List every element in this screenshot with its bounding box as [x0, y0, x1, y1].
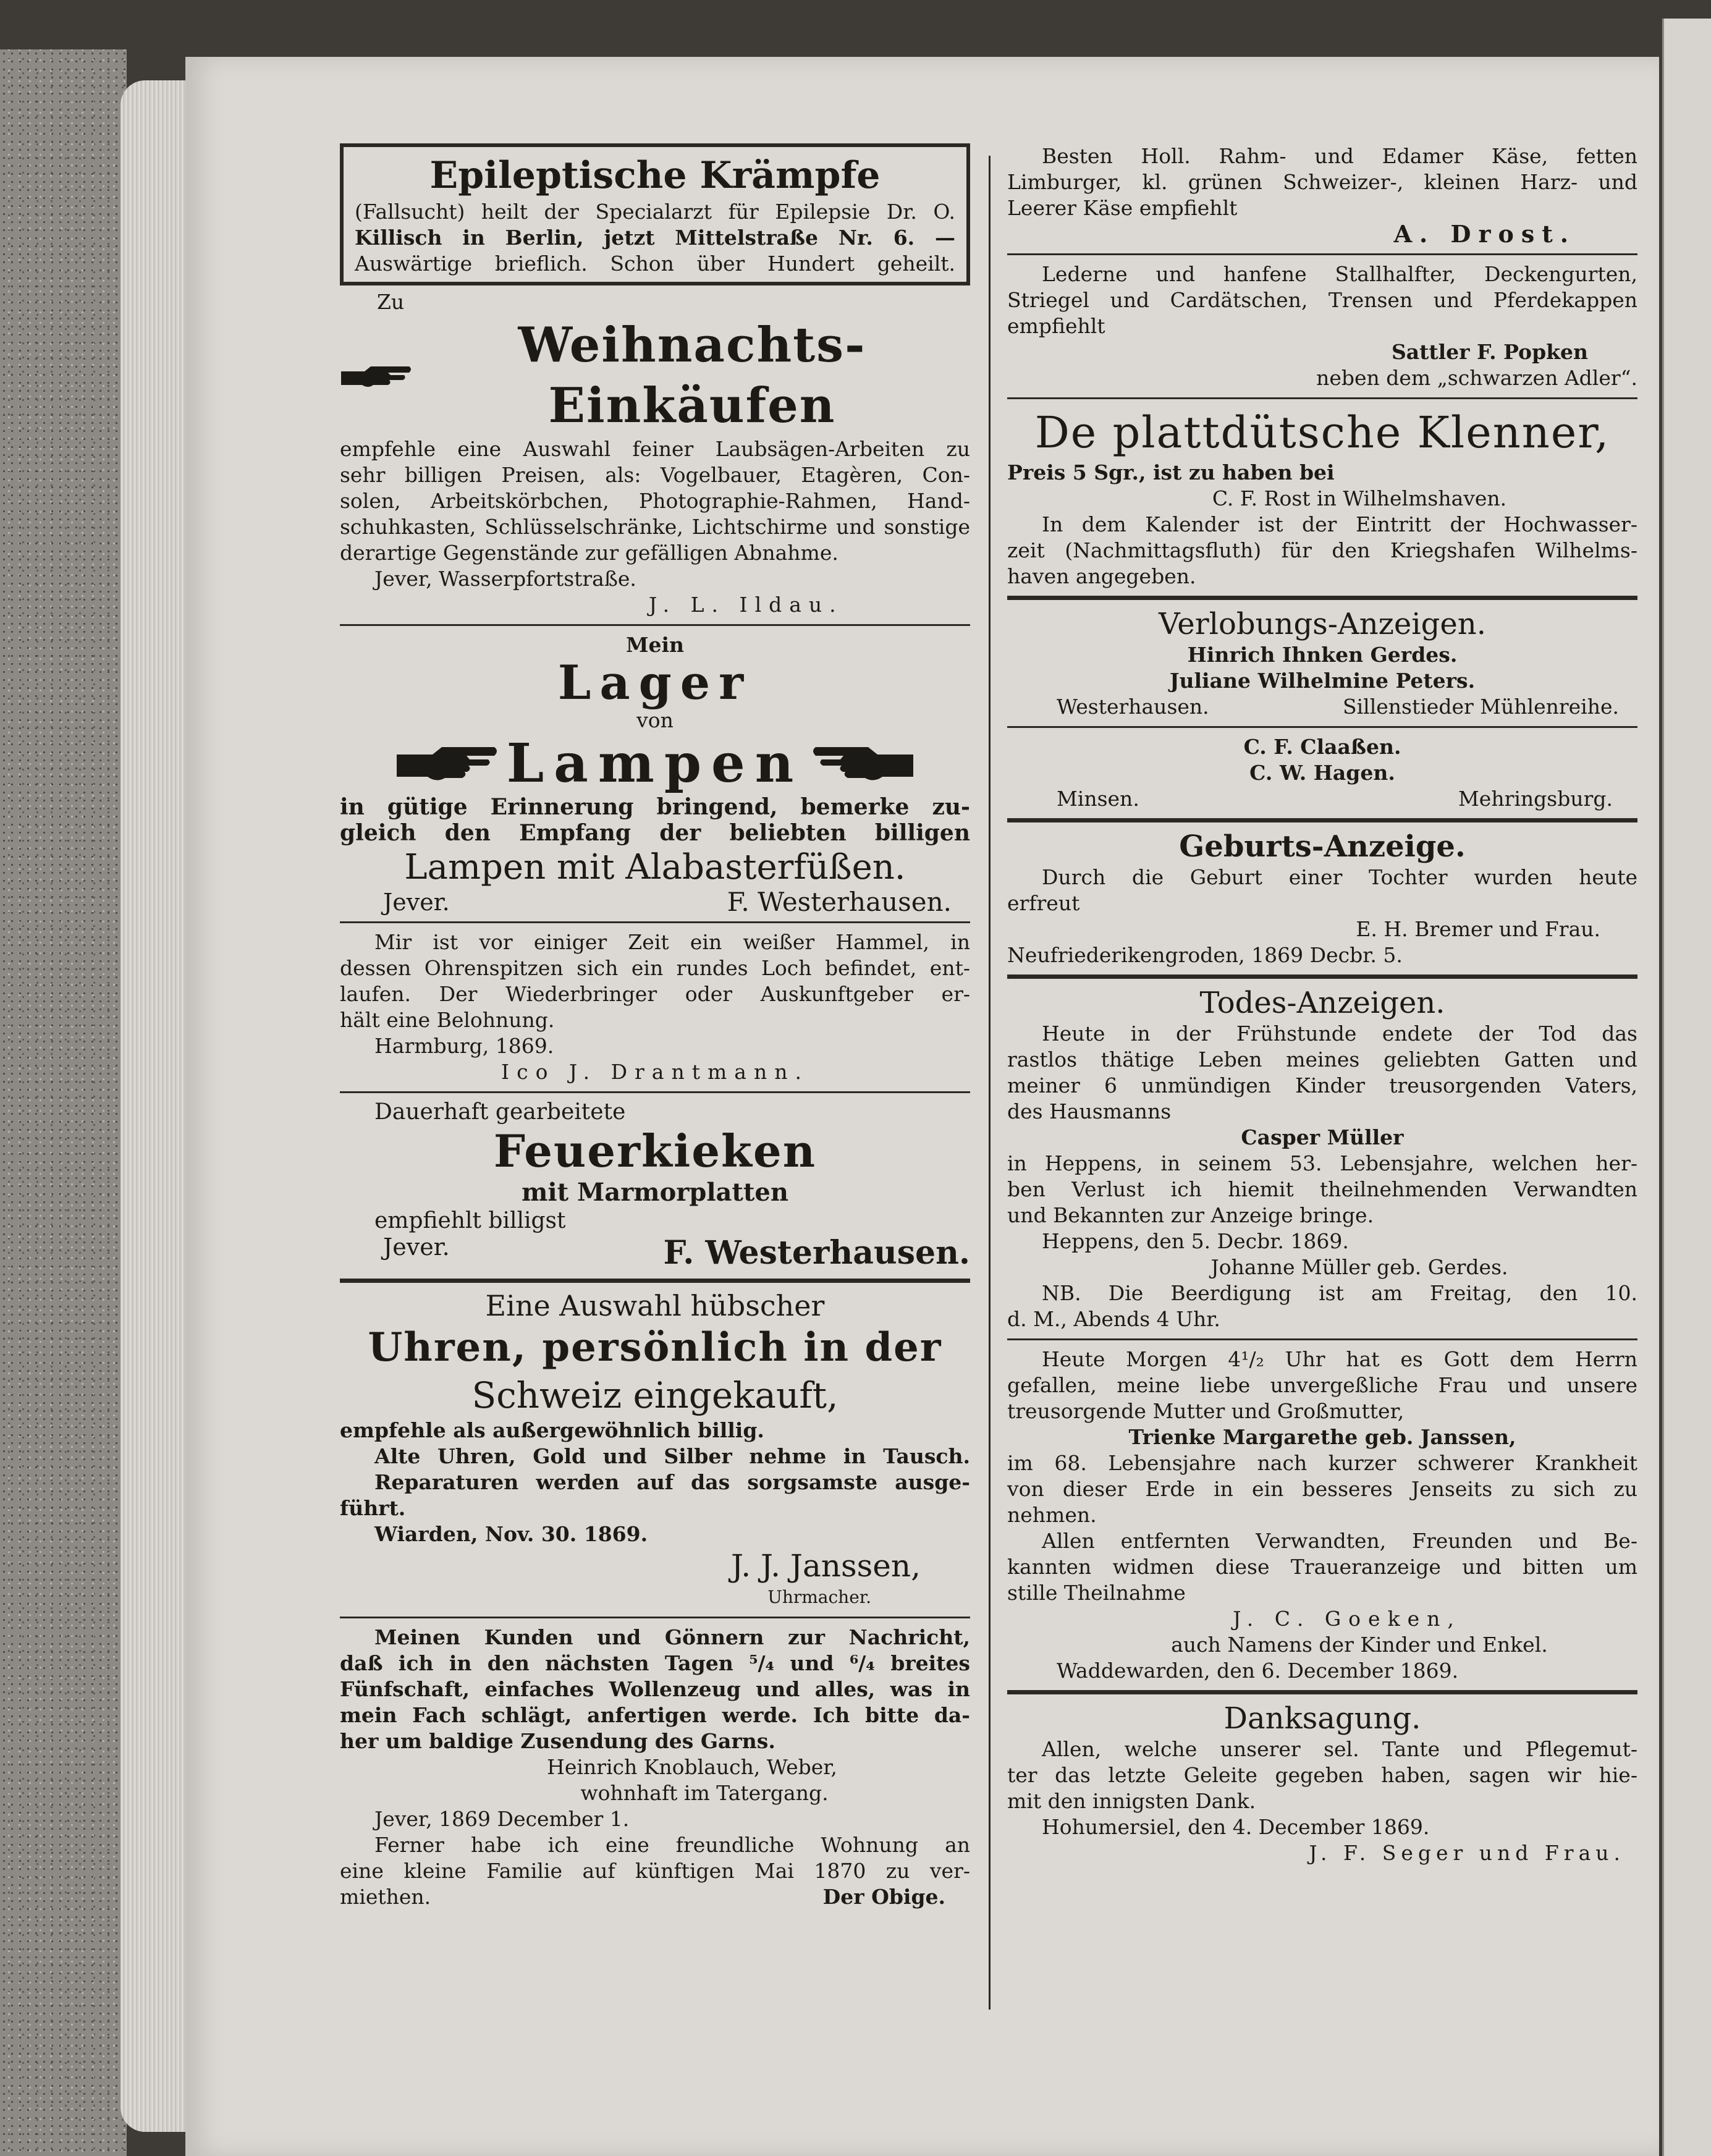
ad-weihnachts-einkaeufe — [340, 289, 970, 618]
divider — [1007, 596, 1637, 600]
ad-line: Lederne und hanfene Stallhalfter, Deckengurten, — [1042, 262, 1637, 286]
ad-line: Reparaturen werden auf das sorgsamste ausge- — [374, 1470, 970, 1494]
divider — [1007, 726, 1637, 728]
ad-line: Waddewarden, den 6. December 1869. — [1057, 1659, 1459, 1683]
ad-signature: E. H. Bremer und Frau. — [1356, 917, 1600, 941]
ad-footer — [340, 1884, 970, 1910]
ad-title: Geburts-Anzeige. — [1179, 829, 1466, 864]
ad-line: empfiehlt billigst — [374, 1208, 566, 1233]
ad-line: Preis 5 Sgr., ist zu haben bei — [1007, 460, 1335, 484]
facing-page-edge — [1662, 19, 1711, 2156]
ad-line: erfreut — [1007, 891, 1080, 915]
ad-line: gefallen, meine liebe unvergeßliche Frau und unsere — [1007, 1373, 1637, 1397]
ad-line: von dieser Erde in ein besseres Jenseits zu sich zu — [1007, 1477, 1637, 1501]
ad-title: Epileptische Krämpfe — [429, 154, 881, 197]
ad-place: Jever. — [383, 1233, 450, 1261]
divider — [340, 624, 970, 626]
ad-signature: wohnhaft im Tatergang. — [580, 1781, 829, 1805]
ad-line: Heute in der Frühstunde endete der Tod das — [1042, 1021, 1637, 1046]
ad-verlobung — [1007, 606, 1637, 812]
ad-signature: J. L. Ildau. — [649, 593, 843, 617]
ad-line: Heute Morgen 4¹/₂ Uhr hat es Gott dem Herrn — [1042, 1347, 1637, 1371]
ad-weber — [340, 1625, 970, 1910]
ad-line: Mir ist vor einiger Zeit ein weißer Hammel, in — [374, 930, 970, 954]
ad-line: ben Verlust ich hiemit theilnehmenden Verwandten — [1007, 1177, 1637, 1201]
ad-signature: J. J. Janssen, — [731, 1548, 921, 1584]
ad-line: Jever, 1869 December 1. — [374, 1807, 630, 1831]
ad-footer — [340, 889, 970, 915]
divider — [1007, 1338, 1637, 1340]
ad-line: Juliane Wilhelmine Peters. — [1169, 669, 1476, 693]
ad-line: im 68. Lebensjahre nach kurzer schwerer Krankheit — [1007, 1451, 1637, 1475]
ad-line: Dauerhaft gearbeitete — [374, 1099, 626, 1125]
ad-line: Hohumersiel, den 4. December 1869. — [1042, 1815, 1430, 1839]
ad-line: Meinen Kunden und Gönnern zur Nachricht, — [374, 1625, 970, 1649]
ad-line: in gütige Erinnerung bringend, bemerke zu- — [340, 794, 970, 820]
ad-name: Trienke Margarethe geb. Janssen, — [1128, 1425, 1516, 1449]
ad-line: mit Marmorplatten — [522, 1178, 788, 1207]
ad-line: rastlos thätige Leben meines geliebten Gatten und — [1007, 1047, 1637, 1072]
ad-footer — [340, 1234, 970, 1272]
ad-epilepsy — [340, 143, 970, 285]
ad-signature: auch Namens der Kinder und Enkel. — [1171, 1633, 1548, 1657]
ad-title: Feuerkieken — [493, 1125, 817, 1177]
ad-line: dessen Ohrenspitzen sich ein rundes Loch befindet, ent- — [340, 956, 970, 980]
ad-line: treusorgende Mutter und Großmutter, — [1007, 1399, 1405, 1423]
ad-signature: F. Westerhausen. — [663, 1234, 970, 1272]
ad-title: Weihnachts-Einkäufen — [518, 317, 866, 434]
ad-line: C. F. Claaßen. — [1243, 735, 1401, 759]
ad-line: In dem Kalender ist der Eintritt der Hochwasser- — [1042, 512, 1637, 536]
ad-signature: J. F. Seger und Frau. — [1309, 1841, 1625, 1865]
ad-line: Durch die Geburt einer Tochter wurden heute — [1042, 865, 1637, 889]
ad-signature: Sattler F. Popken — [1391, 340, 1588, 364]
ad-line: C. W. Hagen. — [1249, 761, 1395, 785]
ad-line: Alte Uhren, Gold und Silber nehme in Tausch. — [374, 1444, 970, 1468]
ad-title: Verlobungs-Anzeigen. — [1159, 607, 1486, 641]
book-edge-speckle — [0, 49, 127, 2156]
ad-line: Jever, Wasserpfortstraße. — [374, 567, 636, 591]
ad-line: Fünfschaft, einfaches Wollenzeug und alles, was in — [340, 1677, 970, 1701]
ad-line: und Bekannten zur Anzeige bringe. — [1007, 1203, 1374, 1227]
ad-line: miethen. — [340, 1885, 431, 1909]
ad-line: NB. Die Beerdigung ist am Freitag, den 10. — [1042, 1281, 1637, 1305]
ad-line: mit den innigsten Dank. — [1007, 1789, 1256, 1813]
ad-line: Wiarden, Nov. 30. 1869. — [374, 1522, 648, 1546]
ad-line: Zu — [377, 290, 405, 314]
ad-line: Auswärtige brieflich. Schon über Hundert geheilt. — [355, 252, 955, 276]
column-divider — [989, 156, 991, 2010]
ad-geburt — [1007, 829, 1637, 968]
ad-line: C. F. Rost in Wilhelmshaven. — [1212, 486, 1507, 510]
ad-line: Schweiz eingekauft, — [471, 1374, 839, 1416]
ad-line: Harmburg, 1869. — [374, 1034, 554, 1058]
ad-place: Sillenstieder Mühlenreihe. — [1342, 695, 1619, 719]
pointing-hand-left-icon — [809, 742, 915, 785]
divider — [340, 921, 970, 923]
ad-line: in Heppens, in seinem 53. Lebensjahre, welchen her- — [1007, 1151, 1637, 1175]
ad-line: d. M., Abends 4 Uhr. — [1007, 1307, 1220, 1331]
ad-line: haven angegeben. — [1007, 564, 1196, 588]
ad-uhren — [340, 1289, 970, 1610]
ad-danksagung — [1007, 1701, 1637, 1866]
ad-line: laufen. Der Wiederbringer oder Auskunftgeber er- — [340, 982, 970, 1006]
ad-line: zeit (Nachmittagsfluth) für den Kriegshafen Wilhelms- — [1007, 538, 1637, 562]
ad-signature: Ico J. Drantmann. — [501, 1060, 809, 1084]
ad-signature: neben dem „schwarzen Adler“. — [1316, 366, 1637, 390]
ad-title: De plattdütsche Klenner, — [1034, 407, 1610, 458]
newspaper-page — [185, 57, 1659, 2156]
ad-line: nehmen. — [1007, 1503, 1097, 1527]
ad-place: Westerhausen. — [1057, 695, 1209, 719]
ad-title: Todes-Anzeigen. — [1199, 986, 1445, 1020]
ad-line: Leerer Käse empfiehlt — [1007, 196, 1238, 220]
divider — [1007, 818, 1637, 822]
ad-line: derartige Gegenstände zur gefälligen Abnahme. — [340, 541, 839, 565]
ad-footer — [1007, 786, 1637, 812]
ad-place: Mehringsburg. — [1458, 787, 1613, 811]
divider — [1007, 1690, 1637, 1694]
ad-line: eine kleine Familie auf künftigen Mai 1870 zu ver- — [340, 1859, 970, 1883]
pointing-hand-right-icon — [395, 742, 501, 785]
ad-line: (Fallsucht) heilt der Specialarzt für Epilepsie Dr. O. — [355, 200, 955, 224]
ad-signature: Heinrich Knoblauch, Weber, — [547, 1755, 837, 1779]
ad-line: Allen, welche unserer sel. Tante und Pflegemut- — [1042, 1737, 1637, 1761]
ad-line: kannten widmen diese Traueranzeige und bitten um — [1007, 1555, 1637, 1579]
ad-line: Besten Holl. Rahm- und Edamer Käse, fetten — [1042, 144, 1637, 168]
ad-klenner — [1007, 405, 1637, 590]
left-column — [340, 143, 970, 2034]
ad-place: Jever. — [383, 889, 450, 916]
ad-signature: F. Westerhausen. — [727, 887, 952, 917]
right-column — [1007, 143, 1637, 2034]
ad-title-row — [340, 315, 970, 436]
ad-line: meiner 6 unmündigen Kinder treusorgenden Vaters, — [1007, 1073, 1637, 1097]
ad-signature: Johanne Müller geb. Gerdes. — [1210, 1255, 1508, 1279]
ad-hammel — [340, 929, 970, 1085]
divider — [340, 1617, 970, 1618]
divider — [1007, 974, 1637, 979]
divider — [1007, 253, 1637, 255]
ad-title: Danksagung. — [1223, 1701, 1421, 1736]
ad-line: Striegel und Cardätschen, Trensen und Pferdekappen — [1007, 288, 1637, 312]
ad-signature: Der Obige. — [822, 1885, 945, 1909]
ad-signature: Uhrmacher. — [767, 1587, 871, 1607]
ad-line: Heppens, den 5. Decbr. 1869. — [1042, 1229, 1349, 1253]
ad-line: Eine Auswahl hübscher — [485, 1289, 825, 1322]
ad-sattler — [1007, 261, 1637, 391]
ad-tod-2 — [1007, 1346, 1637, 1684]
ad-line: Neufriederikengroden, 1869 Decbr. 5. — [1007, 943, 1403, 967]
ad-line: empfehle eine Auswahl feiner Laubsägen-Arbeiten zu — [340, 437, 970, 461]
ad-line: daß ich in den nächsten Tagen ⁵/₄ und ⁶/₄ breites — [340, 1651, 970, 1675]
pointing-hand-icon — [340, 360, 414, 391]
ad-line: Allen entfernten Verwandten, Freunden und Be- — [1042, 1529, 1637, 1553]
divider — [340, 1091, 970, 1093]
ad-title-row — [340, 733, 970, 794]
ad-name: Casper Müller — [1241, 1125, 1404, 1149]
ad-line: Limburger, kl. grünen Schweizer-, kleinen Harz- und — [1007, 170, 1637, 194]
ad-title: Lager — [557, 655, 753, 710]
ad-title: Uhren, persönlich in der — [368, 1324, 942, 1371]
ad-line: von — [636, 708, 674, 732]
ad-line: her um baldige Zusendung des Garns. — [340, 1729, 775, 1753]
ad-line: hält eine Belohnung. — [340, 1008, 555, 1032]
ad-signature: J. C. Goeken, — [1233, 1607, 1461, 1631]
divider — [340, 1279, 970, 1283]
ad-line: mein Fach schlägt, anfertigen werde. Ich bitte da- — [340, 1703, 970, 1727]
ad-line: Killisch in Berlin, jetzt Mittelstraße Nr. 6. — — [355, 226, 955, 250]
ad-footer — [1007, 694, 1637, 720]
ad-lampen — [340, 632, 970, 915]
ad-feuerkieken — [340, 1099, 970, 1272]
ad-line: führt. — [340, 1496, 406, 1520]
ad-line: stille Theilnahme — [1007, 1581, 1186, 1605]
ad-line: ter das letzte Geleite gegeben haben, sagen wir hie- — [1007, 1763, 1637, 1787]
ad-place: Minsen. — [1057, 787, 1139, 811]
ad-signature: A. Drost. — [1393, 220, 1576, 248]
ad-line: Hinrich Ihnken Gerdes. — [1187, 643, 1458, 667]
ad-line: Lampen mit Alabasterfüßen. — [404, 847, 906, 887]
ad-tod — [1007, 985, 1637, 1332]
divider — [1007, 397, 1637, 399]
ad-line: empfehle als außergewöhnlich billig. — [340, 1418, 764, 1442]
ad-line: schuhkasten, Schlüsselschränke, Lichtschirme und sonstige — [340, 515, 970, 539]
ad-line: gleich den Empfang der beliebten billigen — [340, 820, 970, 846]
ad-line: des Hausmanns — [1007, 1099, 1172, 1123]
ad-line: solen, Arbeitskörbchen, Photographie-Rahmen, Hand- — [340, 489, 970, 513]
ad-line: Mein — [625, 633, 685, 657]
ad-line: sehr billigen Preisen, als: Vogelbauer, Etagèren, Con- — [340, 463, 970, 487]
ad-kaese — [1007, 143, 1637, 247]
ad-line: Ferner habe ich eine freundliche Wohnung an — [374, 1833, 970, 1857]
ad-title: Lampen — [506, 732, 804, 795]
ad-line: empfiehlt — [1007, 314, 1105, 338]
